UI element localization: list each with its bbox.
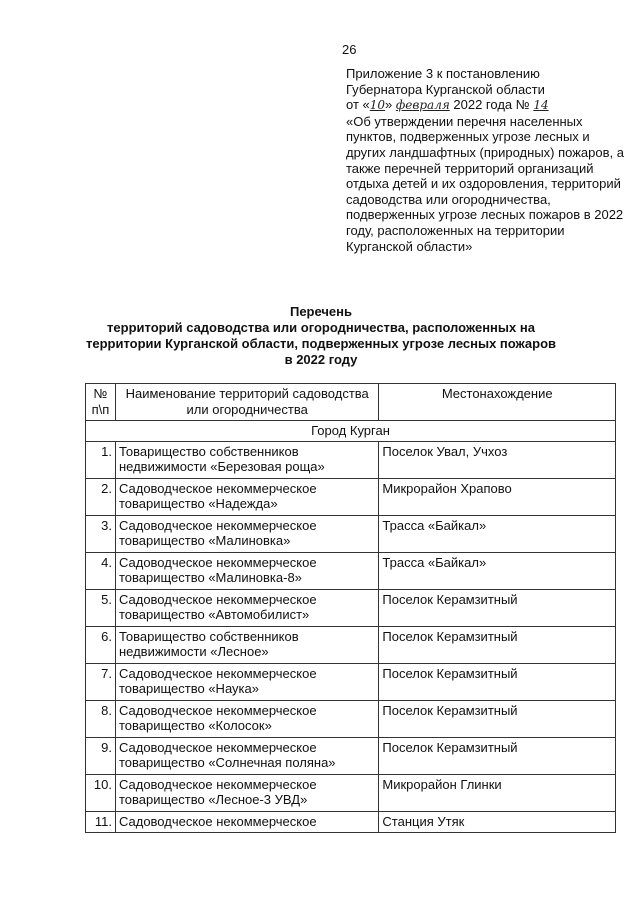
row-location: Микрорайон Храпово [379, 478, 616, 515]
row-num: 10. [86, 774, 116, 811]
appendix-line-1: Приложение 3 к постановлению [346, 66, 540, 81]
table-row [86, 626, 616, 663]
appendix-date-line [346, 97, 626, 114]
table-row [86, 515, 616, 552]
table-row [86, 737, 616, 774]
table-row [86, 589, 616, 626]
territories-table [85, 383, 616, 833]
decree-number-handwritten: 14 [533, 98, 549, 113]
row-num: 6. [86, 626, 116, 663]
table-header-row [86, 384, 616, 421]
row-name: Садоводческое некоммерческое товарищество «Колосок» [115, 700, 378, 737]
row-name: Садоводческое некоммерческое товарищество «Наука» [115, 663, 378, 700]
title-line-2: территорий садоводства или огородничества, расположенных на территории Курганской области, подверженных угрозе лесных пожаров в 2022 году [86, 320, 557, 367]
row-location: Поселок Керамзитный [379, 700, 616, 737]
table-row [86, 811, 616, 832]
row-name: Садоводческое некоммерческое товарищество «Надежда» [115, 478, 378, 515]
date-mid: » [385, 97, 396, 113]
row-location: Поселок Увал, Учхоз [379, 441, 616, 478]
row-name: Садоводческое некоммерческое товарищество «Лесное-3 УВД» [115, 774, 378, 811]
row-num: 2. [86, 478, 116, 515]
header-location: Местонахождение [379, 384, 616, 421]
date-day-handwritten: 10 [369, 98, 386, 113]
row-num: 8. [86, 700, 116, 737]
row-name: Товарищество собственников недвижимости «Березовая роща» [115, 441, 378, 478]
row-location: Поселок Керамзитный [379, 737, 616, 774]
row-name: Садоводческое некоммерческое товарищество «Малиновка-8» [115, 552, 378, 589]
row-num: 3. [86, 515, 116, 552]
table-row [86, 552, 616, 589]
row-num: 11. [86, 811, 116, 832]
row-num: 4. [86, 552, 116, 589]
appendix-line-2: Губернатора Курганской области [346, 81, 545, 97]
appendix-block [346, 66, 626, 254]
table-row [86, 700, 616, 737]
header-name: Наименование территорий садоводства или огородничества [115, 384, 378, 421]
row-num: 5. [86, 589, 116, 626]
header-num: № п\п [86, 384, 116, 421]
table-row [86, 478, 616, 515]
title-line-1: Перечень [289, 304, 353, 319]
date-month-handwritten: февраля [395, 98, 450, 113]
row-name: Садоводческое некоммерческое товарищество «Малиновка» [115, 515, 378, 552]
date-year: 2022 года № [449, 97, 534, 113]
group-city: Город Курган [86, 421, 616, 442]
group-row [86, 421, 616, 442]
row-num: 7. [86, 663, 116, 700]
date-prefix: от « [346, 97, 370, 113]
row-name: Товарищество собственников недвижимости «Лесное» [115, 626, 378, 663]
row-location: Поселок Керамзитный [379, 663, 616, 700]
row-num: 1. [86, 441, 116, 478]
row-name: Садоводческое некоммерческое товарищество «Автомобилист» [115, 589, 378, 626]
table-row [86, 441, 616, 478]
row-location: Трасса «Байкал» [379, 552, 616, 589]
page-number: 26 [342, 42, 357, 57]
table-row [86, 663, 616, 700]
row-location: Станция Утяк [379, 811, 616, 832]
row-location: Трасса «Байкал» [379, 515, 616, 552]
row-location: Поселок Керамзитный [379, 589, 616, 626]
appendix-body: «Об утверждении перечня населенных пунктов, подверженных угрозе лесных и других ландшафтных (природных) пожаров, а также перечней территорий организаций отдыха детей и их оздоровления, территорий садоводства или огородничества, подверженных угрозе лесных пожаров в 2022 году, расположенных на территории Курганской области» [346, 113, 624, 254]
row-name: Садоводческое некоммерческое товарищество «Солнечная поляна» [115, 737, 378, 774]
table-row [86, 774, 616, 811]
row-location: Поселок Керамзитный [379, 626, 616, 663]
document-title [86, 304, 556, 368]
row-location: Микрорайон Глинки [379, 774, 616, 811]
row-name: Садоводческое некоммерческое [115, 811, 378, 832]
row-num: 9. [86, 737, 116, 774]
